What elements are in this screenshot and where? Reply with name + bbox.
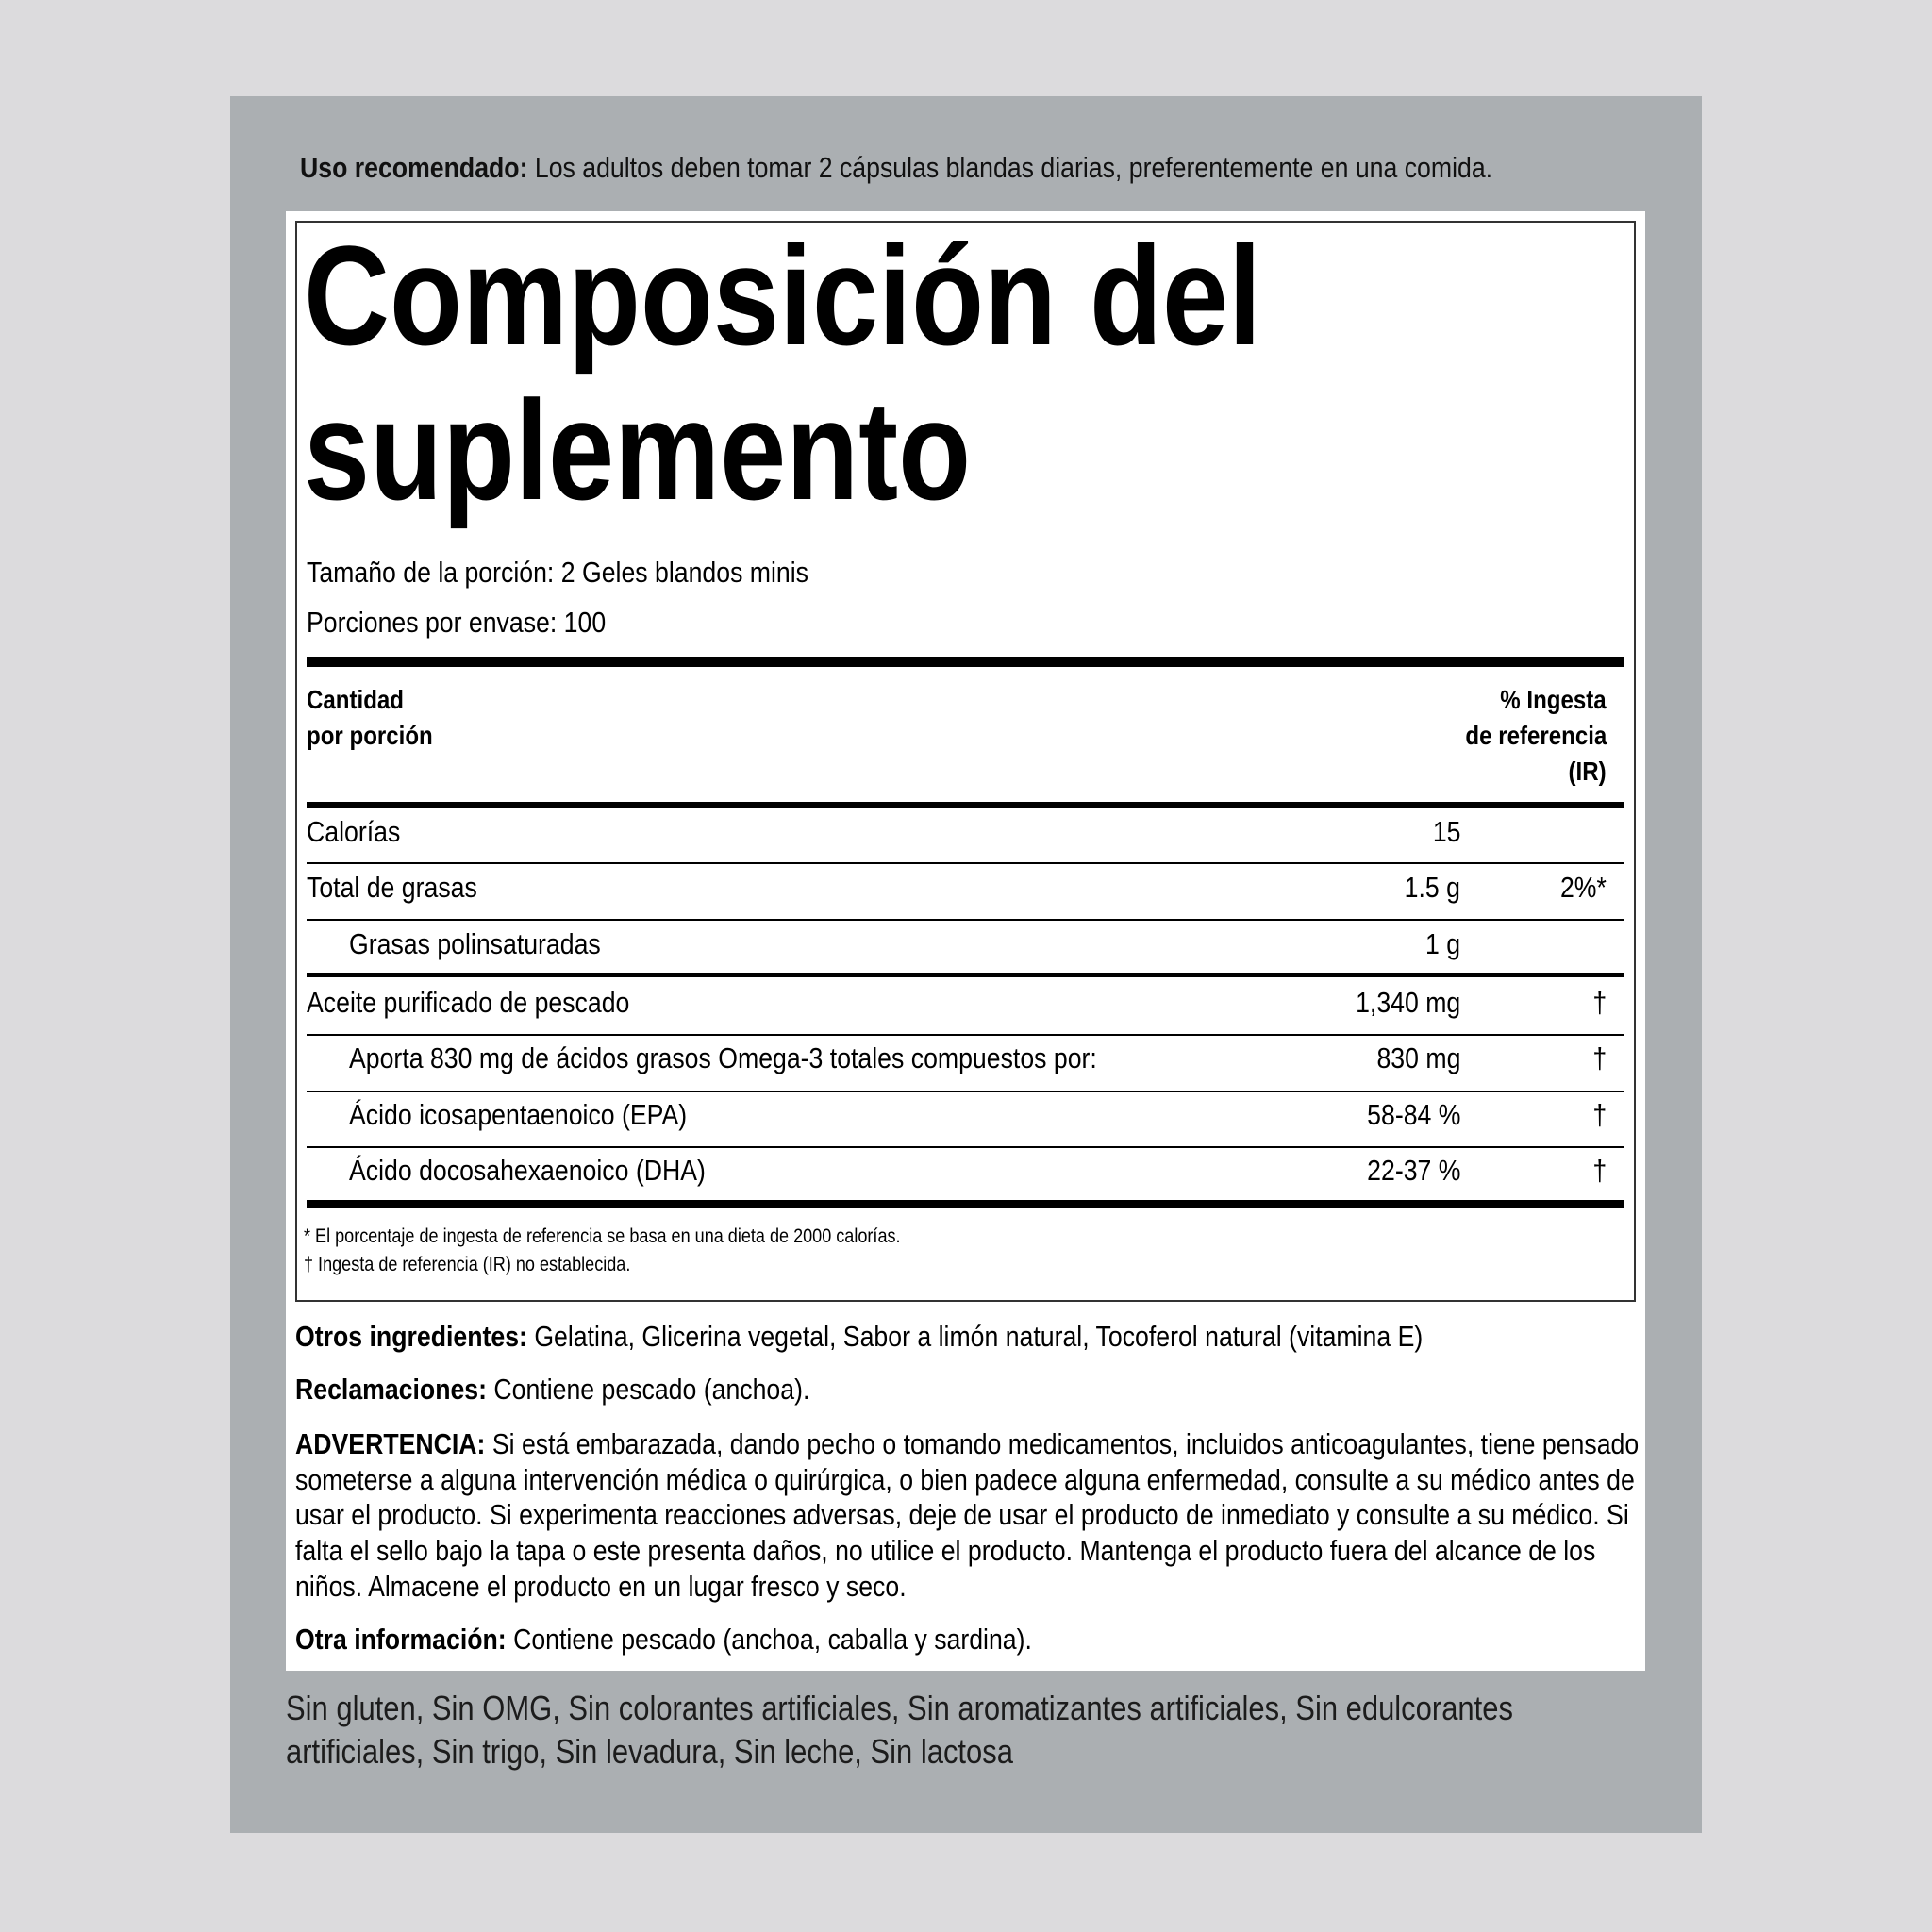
row-divider — [307, 1034, 1624, 1036]
claims-text: Contiene pescado (anchoa). — [487, 1373, 810, 1406]
divider-thick — [307, 657, 1624, 667]
row-name: Aceite purificado de pescado — [307, 986, 630, 1019]
row-divider — [307, 973, 1624, 977]
serving-size: Tamaño de la porción: 2 Geles blandos minis — [307, 556, 809, 589]
claims — [295, 1371, 809, 1408]
other-info-label: Otra información: — [295, 1623, 507, 1656]
servings-per-container: Porciones por envase: 100 — [307, 606, 607, 639]
row-amount: 830 mg — [1376, 1041, 1460, 1074]
row-name: Ácido icosapentaenoico (EPA) — [349, 1098, 688, 1131]
other-ingredients — [295, 1318, 1423, 1356]
header-amount-1: Cantidad — [307, 685, 405, 714]
row-ir: † — [1592, 1041, 1607, 1074]
row-divider — [307, 1091, 1624, 1092]
warning-label: ADVERTENCIA: — [295, 1427, 486, 1460]
row-ir: † — [1592, 1098, 1607, 1131]
title-line1: Composición del — [304, 216, 1262, 375]
row-name: Ácido docosahexaenoico (DHA) — [349, 1154, 706, 1187]
row-amount: 1.5 g — [1404, 871, 1460, 904]
claims-label: Reclamaciones: — [295, 1373, 488, 1406]
header-ir-2: de referencia — [1465, 721, 1607, 750]
other-info — [295, 1621, 1032, 1658]
header-ir-3: (IR) — [1568, 757, 1607, 786]
title-line2: suplemento — [304, 371, 972, 529]
row-amount: 58-84 % — [1366, 1098, 1460, 1131]
warning-text: Si está embarazada, dando pecho o tomando medicamentos, incluidos anticoagulantes, tiene pensado someterse a alguna intervención médica o quirúrgica, o bien padece alguna enfermedad, consulte a su médico antes de usar el producto. Si experimenta reacciones adversas, deje de usar el producto de inmediato y consulte a su médico. Si falta el sello bajo la tapa o este presenta daños, no utilice el producto. Mantenga el producto fuera del alcance de los niños. Almacene el producto en un lugar fresco y seco. — [295, 1427, 1640, 1603]
header-amount-2: por porción — [307, 721, 433, 750]
row-divider — [307, 862, 1624, 864]
warning — [295, 1426, 1642, 1605]
row-name: Grasas polinsaturadas — [349, 927, 601, 960]
divider-thick — [307, 802, 1624, 808]
header-ir-1: % Ingesta — [1500, 685, 1607, 714]
row-name: Total de grasas — [307, 871, 477, 904]
other-info-text: Contiene pescado (anchoa, caballa y sardina). — [506, 1623, 1032, 1656]
divider-thick — [307, 1200, 1624, 1208]
usage-body: Los adultos deben tomar 2 cápsulas blandas diarias, preferentemente en una comida. — [527, 151, 1493, 184]
row-ir: 2%* — [1560, 871, 1607, 904]
footnote-1: * El porcentaje de ingesta de referencia se basa en una dieta de 2000 calorías. — [304, 1225, 901, 1247]
other-ingredients-text: Gelatina, Glicerina vegetal, Sabor a limón natural, Tocoferol natural (vitamina E) — [526, 1320, 1424, 1353]
usage-label: Uso recomendado: — [300, 151, 528, 184]
row-ir: † — [1592, 986, 1607, 1019]
row-divider — [307, 1146, 1624, 1148]
other-ingredients-label: Otros ingredientes: — [295, 1320, 527, 1353]
row-name: Aporta 830 mg de ácidos grasos Omega-3 totales compuestos por: — [349, 1041, 1097, 1074]
usage-text — [300, 149, 1492, 187]
row-divider — [307, 919, 1624, 921]
footnote-2: † Ingesta de referencia (IR) no establecida. — [304, 1254, 631, 1275]
row-amount: 1,340 mg — [1355, 986, 1460, 1019]
row-name: Calorías — [307, 815, 401, 848]
row-amount: 1 g — [1424, 927, 1460, 960]
row-amount: 15 — [1432, 815, 1460, 848]
row-amount: 22-37 % — [1366, 1154, 1460, 1187]
free-from-list: Sin gluten, Sin OMG, Sin colorantes artificiales, Sin aromatizantes artificiales, Sin edulcorantes artificiales, Sin trigo, Sin levadura, Sin leche, Sin lactosa — [286, 1689, 1513, 1771]
row-ir: † — [1592, 1154, 1607, 1187]
